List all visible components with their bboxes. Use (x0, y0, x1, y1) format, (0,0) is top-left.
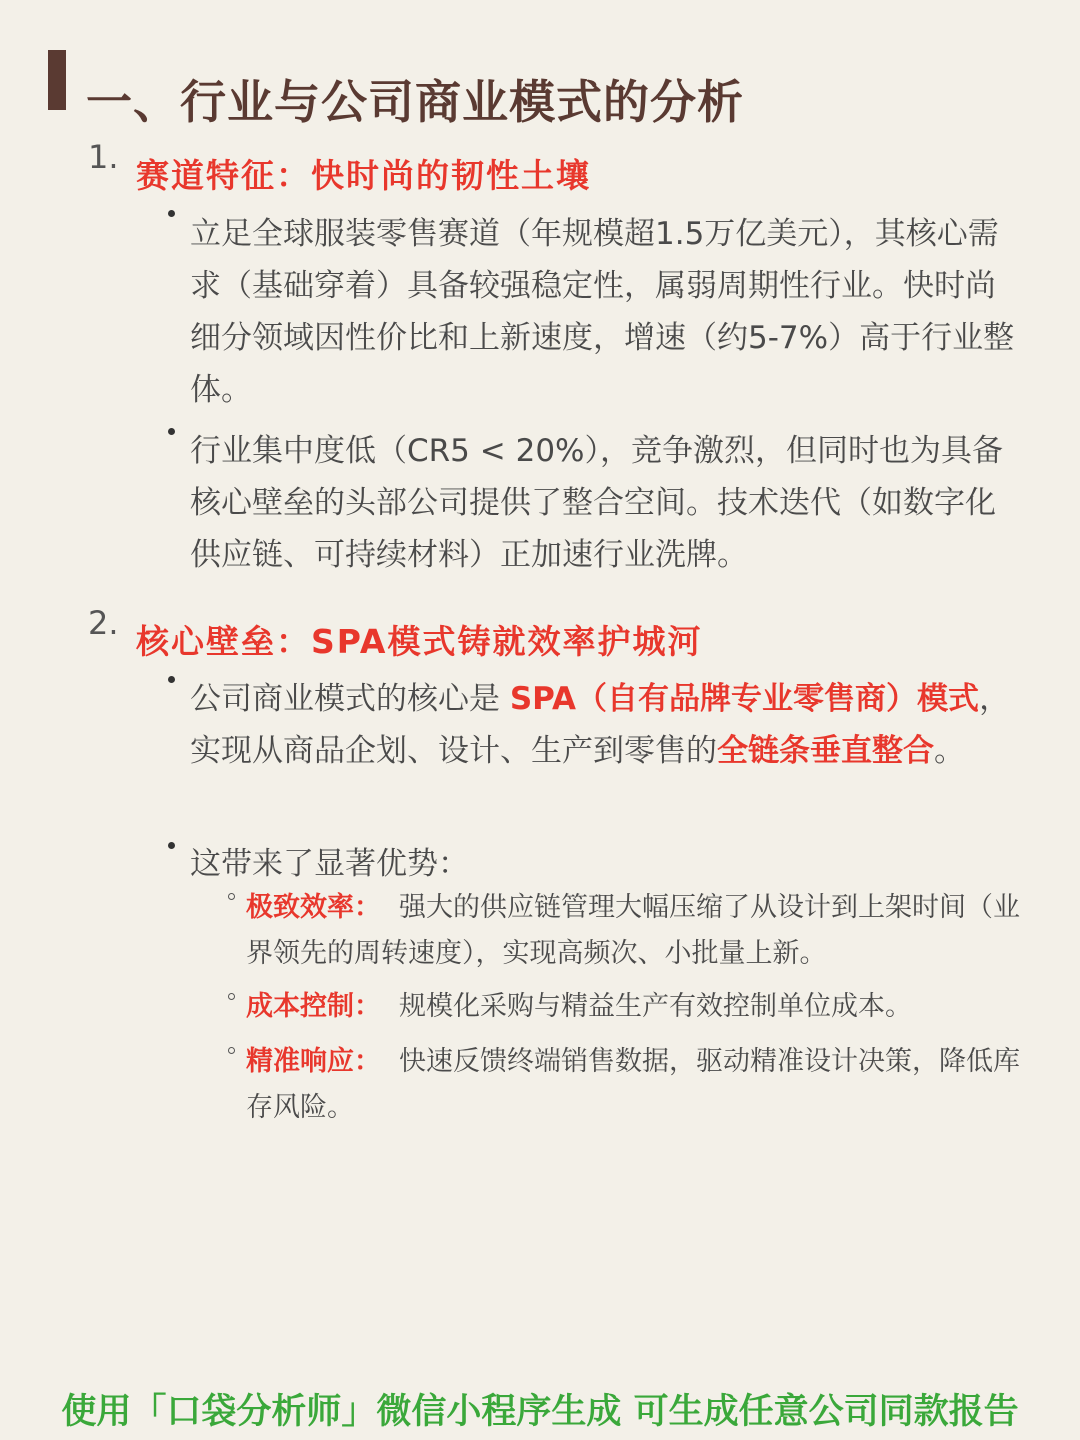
bullet-icon (168, 428, 175, 435)
page-title: 一、行业与公司商业模式的分析 (86, 75, 744, 129)
advantage-text: 快速反馈终端销售数据，驱动精准设计决策，降低库存风险。 (246, 1046, 1020, 1123)
section-2-number: 2. (88, 604, 119, 642)
sub-bullet-icon (228, 893, 235, 900)
text-span: 公司商业模式的核心是 (190, 681, 510, 717)
title-accent-bar (48, 50, 66, 110)
advantage-label: 精准响应： (246, 1046, 381, 1077)
section-1-number: 1. (88, 138, 119, 176)
section-2-heading: 核心壁垒：SPA模式铸就效率护城河 (136, 622, 703, 661)
advantage-item (246, 984, 1036, 1030)
bullet-icon (168, 842, 175, 849)
section-2-bullet-1 (190, 673, 1020, 777)
advantage-label: 成本控制： (246, 991, 381, 1022)
advantage-text: 规模化采购与精益生产有效控制单位成本。 (399, 991, 912, 1022)
highlight-vertical-integration: 全链条垂直整合 (717, 733, 934, 769)
highlight-spa-model: SPA（自有品牌专业零售商）模式 (509, 681, 980, 717)
text-span: 。 (934, 733, 965, 769)
section-1-bullet-1: 立足全球服装零售赛道（年规模超1.5万亿美元），其核心需求（基础穿着）具备较强稳定性，属弱周期性行业。快时尚细分领域因性价比和上新速度，增速（约5-7%）高于行业整体。 (190, 216, 1015, 408)
sub-bullet-icon (228, 1047, 235, 1054)
advantage-item (246, 1039, 1036, 1131)
section-1-bullet-2: 行业集中度低（CR5 < 20%），竞争激烈，但同时也为具备核心壁垒的头部公司提供了整合空间。技术迭代（如数字化供应链、可持续材料）正加速行业洗牌。 (190, 433, 1003, 573)
section-1-heading: 赛道特征：快时尚的韧性土壤 (136, 156, 591, 195)
bullet-icon (168, 210, 175, 217)
section-2-bullet-2: 这带来了显著优势： (190, 846, 469, 882)
advantage-text: 强大的供应链管理大幅压缩了从设计到上架时间（业界领先的周转速度），实现高频次、小批量上新。 (246, 892, 1020, 969)
advantage-item (246, 885, 1036, 977)
advantage-label: 极致效率： (246, 892, 381, 923)
sub-bullet-icon (228, 993, 235, 1000)
footer-promo: 使用「口袋分析师」微信小程序生成 可生成任意公司同款报告 (61, 1392, 1019, 1432)
bullet-icon (168, 676, 175, 683)
text-span: ，实现从商品企划、设计、生产到零售的 (190, 681, 1011, 769)
